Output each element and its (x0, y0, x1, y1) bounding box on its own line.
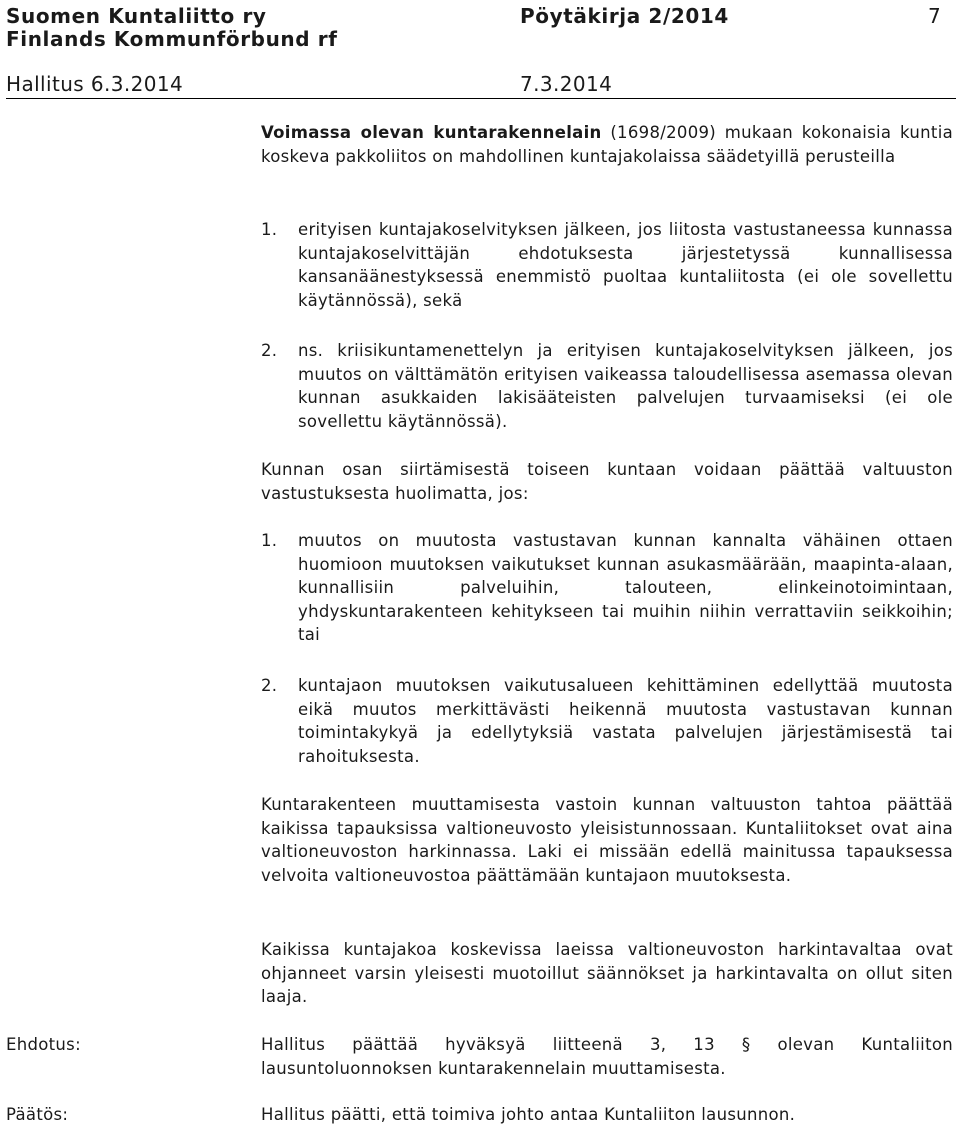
list-item (261, 529, 953, 647)
paragraph (261, 793, 953, 887)
org-name-sv: Finlands Kommunförbund rf (6, 27, 338, 51)
section-heading: Voimassa olevan kuntarakennelain (261, 123, 602, 142)
header-divider (6, 98, 956, 99)
list-item-text: ns. kriisikuntamenettelyn ja erityisen kuntajakoselvityksen jälkeen, jos muutos on välttämätön erityisen vaikeassa taloudellisessa asemassa olevan kunnan asukkaiden lakisääteisten palvelujen turvaamiseksi (ei ole sovellettu käytännössä). (298, 341, 953, 431)
list-item-number: 2. (261, 676, 278, 695)
proposal (261, 1033, 953, 1080)
meeting-label: Hallitus 6.3.2014 (6, 72, 184, 96)
list-item-text: kuntajaon muutoksen vaikutusalueen kehittäminen edellyttää muutosta eikä muutos merkittävästi heikennä muutosta vastustavan kunnan toimintakykyä ja edellytyksiä vastata palvelujen järjestämisestä tai rahoituksesta. (298, 676, 953, 766)
list-item-number: 2. (261, 341, 278, 360)
list-item (261, 218, 953, 312)
list-item-text: erityisen kuntajakoselvityksen jälkeen, jos liitosta vastustaneessa kunnassa kuntajakoselvittäjän ehdotuksesta järjestetyssä kunnallisessa kansanäänestyksessä enemmistö puoltaa kuntaliitosta (ei ole sovellettu käytännössä), sekä (298, 220, 953, 310)
list-item-text: muutos on muutosta vastustavan kunnan kannalta vähäinen ottaen huomioon muutoksen vaikutukset kunnan asukasmäärään, maapinta-alaan, kunnallisiin palveluihin, talouteen, elinkeinotoimintaan, yhdyskuntarakenteen kehitykseen tai muihin niihin verrattaviin seikkoihin; tai (298, 531, 953, 644)
paragraph-text: Kaikissa kuntajakoa koskevissa laeissa valtioneuvoston harkintavaltaa ovat ohjanneet varsin yleisesti muotoillut säännökset ja harkintavalta on ollut siten laaja. (261, 940, 953, 1006)
paragraph-text: Kuntarakenteen muuttamisesta vastoin kunnan valtuuston tahtoa päättää kaikissa tapauksissa valtioneuvosto yleisistunnossaan. Kuntaliitokset ovat aina valtioneuvoston harkinnassa. Laki ei missään edellä mainitussa tapauksessa velvoita valtioneuvostoa päättämään kuntajaon muutoksesta. (261, 795, 953, 885)
meeting-date: 7.3.2014 (520, 72, 613, 96)
paragraph-text: Kunnan osan siirtämisestä toiseen kuntaan voidaan päättää valtuuston vastustuksesta huolimatta, jos: (261, 460, 953, 503)
paragraph (261, 458, 953, 505)
proposal-text: Hallitus päättää hyväksyä liitteenä 3, 13 § olevan Kuntaliiton lausuntoluonnoksen kuntarakennelain muuttamisesta. (261, 1035, 953, 1078)
proposal-label: Ehdotus: (6, 1035, 81, 1054)
list-item-number: 1. (261, 531, 278, 550)
list-item (261, 674, 953, 768)
decision (261, 1103, 953, 1127)
protocol-number: Pöytäkirja 2/2014 (520, 4, 729, 28)
org-name-fi: Suomen Kuntaliitto ry (6, 4, 267, 28)
list-item-number: 1. (261, 220, 278, 239)
decision-label: Päätös: (6, 1105, 69, 1124)
section-heading-rest: (1698/2009) mukaan kokonaisia kuntia koskeva pakkoliitos on mahdollinen kuntajakolaissa säädetyillä perusteilla (261, 123, 953, 166)
section-intro (261, 121, 953, 168)
list-item (261, 339, 953, 433)
page-number: 7 (928, 4, 942, 28)
paragraph (261, 938, 953, 1009)
decision-text: Hallitus päätti, että toimiva johto antaa Kuntaliiton lausunnon. (261, 1105, 796, 1124)
